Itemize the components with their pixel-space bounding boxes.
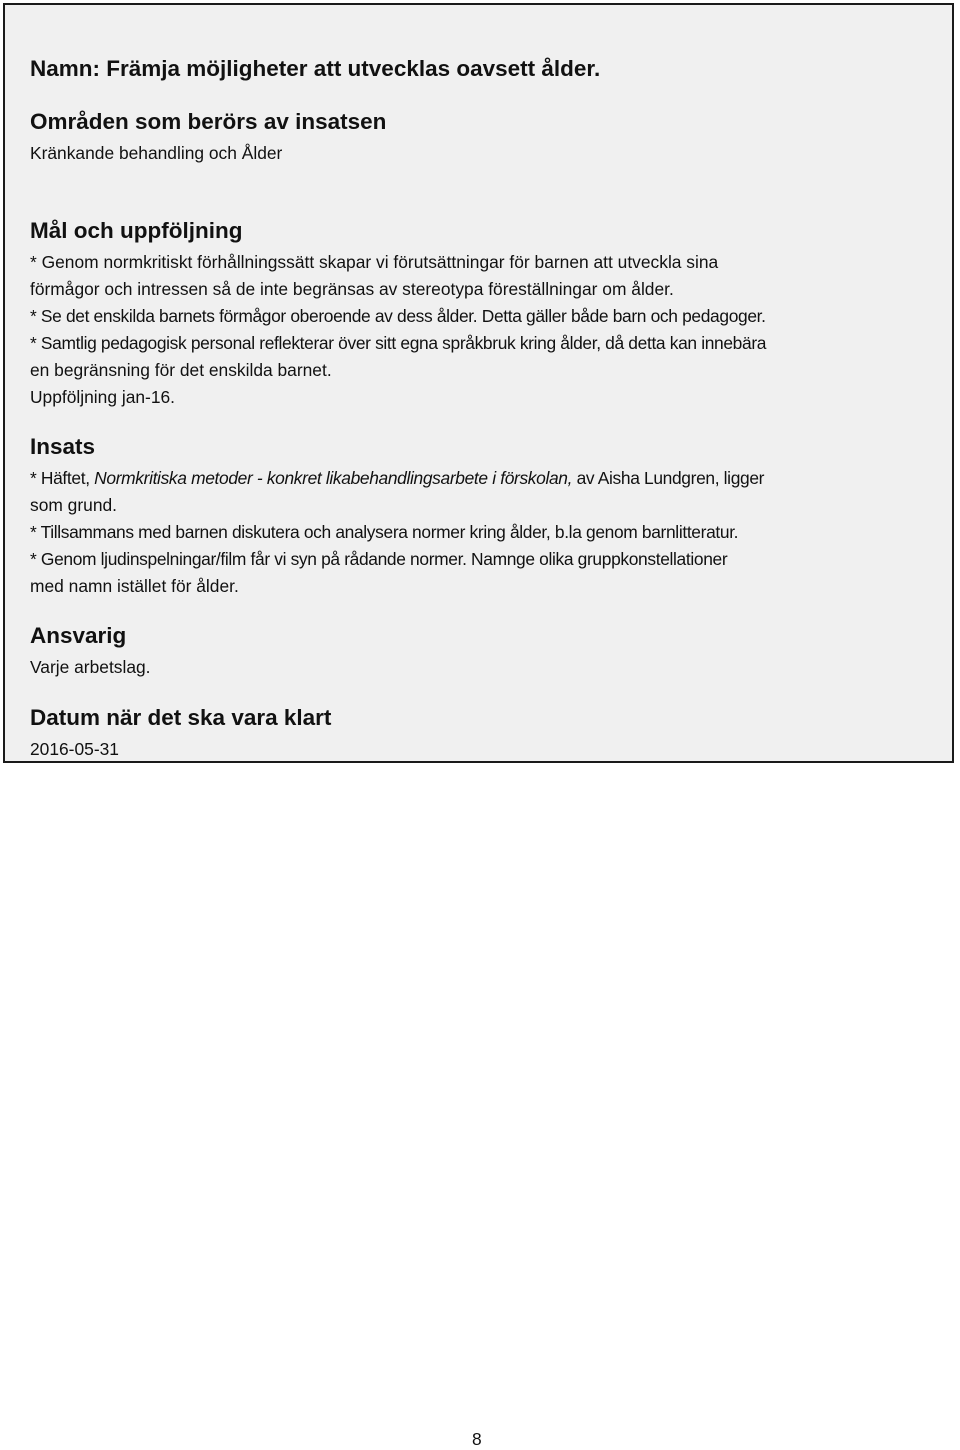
efforts-line-prefix: * Häftet, [30,468,95,488]
page-number: 8 [472,1429,482,1449]
deadline-heading: Datum när det ska vara klart [30,705,332,730]
goals-line: * Genom normkritiskt förhållningssätt skapar vi förutsättningar för barnen att utveckla sina [30,252,719,272]
goals-line: förmågor och intressen så de inte begränsas av stereotypa föreställningar om ålder. [30,279,674,299]
goals-line: * Samtlig pedagogisk personal reflekterar över sitt egna språkbruk kring ålder, då detta kan innebära [30,333,767,353]
efforts-heading: Insats [30,434,96,459]
responsible-heading: Ansvarig [30,623,127,648]
book-title: Normkritiska metoder - konkret likabehandlingsarbete i förskolan, [94,468,573,488]
goals-followup: Uppföljning jan-16. [30,387,176,407]
goals-line: * Se det enskilda barnets förmågor oberoende av dess ålder. Detta gäller både barn och pedagoger. [30,306,766,326]
goals-heading: Mål och uppföljning [30,218,243,243]
areas-text: Kränkande behandling och Ålder [30,143,283,163]
name-heading: Namn: Främja möjligheter att utvecklas oavsett ålder. [30,56,601,81]
efforts-line: * Genom ljudinspelningar/film får vi syn på rådande normer. Namnge olika gruppkonstellationer [30,549,728,569]
goals-line: en begränsning för det enskilda barnet. [30,360,332,380]
areas-heading: Områden som berörs av insatsen [30,109,387,134]
efforts-line: som grund. [30,495,117,515]
efforts-line [30,467,764,489]
deadline-date: 2016-05-31 [30,739,119,759]
responsible-text: Varje arbetslag. [30,657,151,677]
efforts-line: * Tillsammans med barnen diskutera och analysera normer kring ålder, b.la genom barnlitteratur. [30,522,739,542]
efforts-line-suffix: av Aisha Lundgren, ligger [572,468,765,488]
efforts-line: med namn istället för ålder. [30,576,239,596]
